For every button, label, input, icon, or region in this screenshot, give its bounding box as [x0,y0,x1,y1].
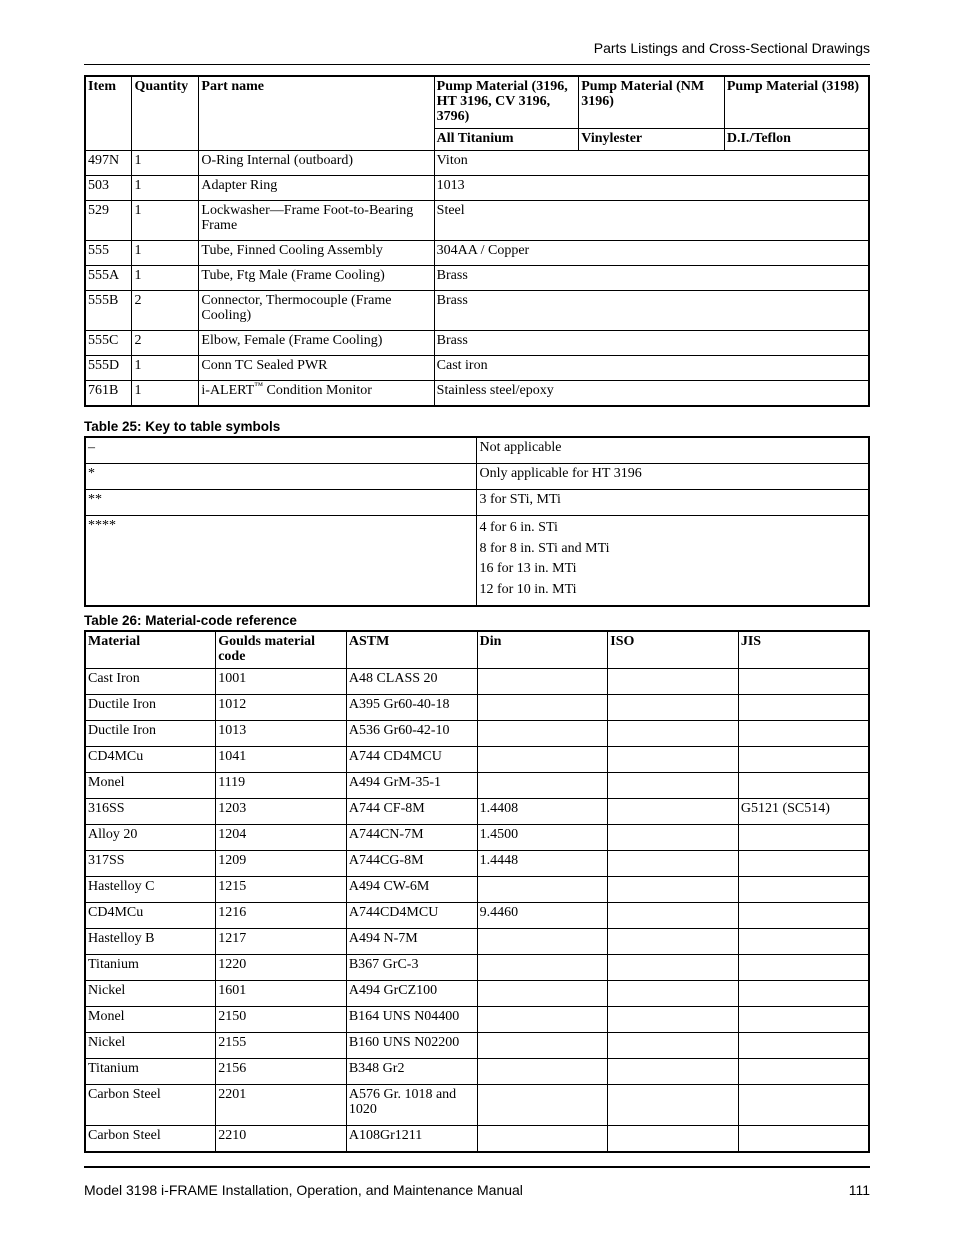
material-cell: Titanium [85,1059,216,1085]
jis-cell [738,721,869,747]
item-cell: 555A [85,266,132,291]
iso-cell [608,851,739,877]
table-row [85,331,869,356]
material-cell: Monel [85,1007,216,1033]
goulds-code-cell: 1204 [216,825,347,851]
goulds-code-cell: 1216 [216,903,347,929]
table-row [85,291,869,331]
goulds-code-cell: 1203 [216,799,347,825]
table-row [85,1085,869,1126]
key-table [84,436,870,607]
page-number: 111 [848,1182,870,1198]
part-name-cell: Connector, Thermocouple (Frame Cooling) [199,291,434,331]
part-name-suffix: Condition Monitor [263,383,372,398]
din-cell [477,1126,608,1153]
table-row [85,437,869,464]
material-cell: Stainless steel/epoxy [434,381,869,407]
material-cell: Carbon Steel [85,1126,216,1153]
goulds-code-cell: 2201 [216,1085,347,1126]
astm-cell: B160 UNS N02200 [346,1033,477,1059]
astm-cell: A744 CD4MCU [346,747,477,773]
header-material: Material [85,631,216,669]
material-cell: Carbon Steel [85,1085,216,1126]
item-cell: 555D [85,356,132,381]
table-row [85,381,869,407]
din-cell [477,721,608,747]
din-cell [477,981,608,1007]
table-25-caption: Table 25: Key to table symbols [84,419,281,434]
item-cell: 555C [85,331,132,356]
material-cell: 1013 [434,176,869,201]
din-cell [477,1007,608,1033]
goulds-code-cell: 2156 [216,1059,347,1085]
jis-cell: G5121 (SC514) [738,799,869,825]
jis-cell [738,669,869,695]
item-cell: 761B [85,381,132,407]
jis-cell [738,1126,869,1153]
quantity-cell: 2 [132,331,199,356]
table-row [85,241,869,266]
table-row [85,695,869,721]
table-row [85,747,869,773]
jis-cell [738,851,869,877]
din-cell [477,747,608,773]
quantity-cell: 1 [132,266,199,291]
table-row [85,903,869,929]
material-cell: Nickel [85,1033,216,1059]
part-name-cell: Adapter Ring [199,176,434,201]
table-row [85,1033,869,1059]
goulds-code-cell: 1220 [216,955,347,981]
material-cell: Cast Iron [85,669,216,695]
jis-cell [738,903,869,929]
din-cell [477,1059,608,1085]
item-cell: 503 [85,176,132,201]
meaning-line: 16 for 13 in. MTi [479,561,577,576]
goulds-code-cell: 2150 [216,1007,347,1033]
header-goulds-code: Goulds material code [216,631,347,669]
part-name-cell: Tube, Finned Cooling Assembly [199,241,434,266]
quantity-cell: 1 [132,356,199,381]
meaning-line: 8 for 8 in. STi and MTi [479,540,610,556]
table-row [85,721,869,747]
meaning-cell: Not applicable [477,437,869,464]
table-row [85,877,869,903]
jis-cell [738,1007,869,1033]
astm-cell: A494 CW-6M [346,877,477,903]
jis-cell [738,955,869,981]
material-cell: 317SS [85,851,216,877]
goulds-code-cell: 1001 [216,669,347,695]
table-row [85,266,869,291]
material-cell: CD4MCu [85,903,216,929]
astm-cell: A48 CLASS 20 [346,669,477,695]
material-cell: Brass [434,331,869,356]
jis-cell [738,773,869,799]
iso-cell [608,955,739,981]
iso-cell [608,981,739,1007]
material-cell: Brass [434,291,869,331]
material-table [84,630,870,1153]
header-pump-material-3198: Pump Material (3198) [724,76,869,129]
header-jis: JIS [738,631,869,669]
material-cell: Nickel [85,981,216,1007]
footer-rule [84,1166,870,1168]
quantity-cell: 1 [132,201,199,241]
subheader-all-titanium: All Titanium [434,129,579,151]
item-cell: 555 [85,241,132,266]
astm-cell: A744 CF-8M [346,799,477,825]
symbol-cell: ** [85,490,477,516]
header-din: Din [477,631,608,669]
goulds-code-cell: 2210 [216,1126,347,1153]
goulds-code-cell: 1209 [216,851,347,877]
table-row [85,851,869,877]
material-cell: Hastelloy B [85,929,216,955]
goulds-code-cell: 1217 [216,929,347,955]
iso-cell [608,747,739,773]
goulds-code-cell: 2155 [216,1033,347,1059]
jis-cell [738,747,869,773]
din-cell [477,955,608,981]
iso-cell [608,1085,739,1126]
table-row [85,799,869,825]
din-cell [477,1085,608,1126]
meaning-cell: Only applicable for HT 3196 [477,464,869,490]
subheader-di-teflon: D.I./Teflon [724,129,869,151]
iso-cell [608,799,739,825]
meaning-line: 12 for 10 in. MTi [479,581,577,597]
part-name-cell: Elbow, Female (Frame Cooling) [199,331,434,356]
material-cell: 304AA / Copper [434,241,869,266]
header-pump-material-3196: Pump Material (3196, HT 3196, CV 3196, 3796) [434,76,579,129]
iso-cell [608,929,739,955]
goulds-code-cell: 1119 [216,773,347,799]
table-row [85,1126,869,1153]
din-cell [477,669,608,695]
din-cell [477,773,608,799]
table-row [85,516,869,607]
astm-cell: A744CD4MCU [346,903,477,929]
meaning-cell [477,516,869,607]
jis-cell [738,695,869,721]
din-cell: 1.4408 [477,799,608,825]
goulds-code-cell: 1041 [216,747,347,773]
material-cell: Hastelloy C [85,877,216,903]
table-row [85,464,869,490]
iso-cell [608,877,739,903]
astm-cell: A576 Gr. 1018 and 1020 [346,1085,477,1126]
din-cell [477,929,608,955]
iso-cell [608,695,739,721]
header-rule [84,64,870,65]
quantity-cell: 1 [132,241,199,266]
jis-cell [738,1059,869,1085]
astm-cell: A494 GrCZ100 [346,981,477,1007]
table-row [85,201,869,241]
din-cell [477,695,608,721]
symbol-cell: – [85,437,477,464]
din-cell: 1.4500 [477,825,608,851]
part-name-prefix: i-ALERT [201,383,255,398]
material-cell: CD4MCu [85,747,216,773]
part-name-cell: O-Ring Internal (outboard) [199,151,434,176]
meaning-cell: 3 for STi, MTi [477,490,869,516]
header-part-name: Part name [199,76,434,151]
material-cell: Ductile Iron [85,721,216,747]
iso-cell [608,1126,739,1153]
goulds-code-cell: 1012 [216,695,347,721]
material-table-body [85,669,869,1153]
running-header: Parts Listings and Cross-Sectional Drawings [593,40,870,56]
subheader-vinylester: Vinylester [579,129,725,151]
part-name-cell: Lockwasher—Frame Foot-to-Bearing Frame [199,201,434,241]
table-row [85,669,869,695]
material-cell: Ductile Iron [85,695,216,721]
table-row [85,773,869,799]
material-cell: 316SS [85,799,216,825]
table-row [85,955,869,981]
item-cell: 555B [85,291,132,331]
din-cell: 9.4460 [477,903,608,929]
footer-manual-title: Model 3198 i-FRAME Installation, Operation, and Maintenance Manual [84,1182,523,1198]
quantity-cell: 2 [132,291,199,331]
astm-cell: B348 Gr2 [346,1059,477,1085]
iso-cell [608,1033,739,1059]
iso-cell [608,669,739,695]
din-cell [477,877,608,903]
table-row [85,490,869,516]
table-row [85,176,869,201]
quantity-cell: 1 [132,151,199,176]
header-iso: ISO [608,631,739,669]
din-cell [477,1033,608,1059]
astm-cell: A494 N-7M [346,929,477,955]
jis-cell [738,929,869,955]
astm-cell: A395 Gr60-40-18 [346,695,477,721]
header-item: Item [85,76,132,151]
iso-cell [608,721,739,747]
meaning-line: 4 for 6 in. STi [479,520,558,535]
header-pump-material-nm3196: Pump Material (NM 3196) [579,76,725,129]
table-row [85,825,869,851]
astm-cell: A536 Gr60-42-10 [346,721,477,747]
part-name-cell: Conn TC Sealed PWR [199,356,434,381]
material-cell: Brass [434,266,869,291]
iso-cell [608,1007,739,1033]
iso-cell [608,773,739,799]
material-cell: Titanium [85,955,216,981]
quantity-cell: 1 [132,381,199,407]
trademark-symbol: ™ [254,380,264,391]
header-astm: ASTM [346,631,477,669]
iso-cell [608,825,739,851]
jis-cell [738,825,869,851]
parts-table [84,75,870,407]
item-cell: 497N [85,151,132,176]
material-cell: Steel [434,201,869,241]
material-cell: Monel [85,773,216,799]
astm-cell: A744CG-8M [346,851,477,877]
astm-cell: B164 UNS N04400 [346,1007,477,1033]
jis-cell [738,1085,869,1126]
iso-cell [608,1059,739,1085]
symbol-cell: * [85,464,477,490]
part-name-cell [199,381,434,407]
jis-cell [738,1033,869,1059]
iso-cell [608,903,739,929]
goulds-code-cell: 1601 [216,981,347,1007]
jis-cell [738,877,869,903]
astm-cell: B367 GrC-3 [346,955,477,981]
header-quantity: Quantity [132,76,199,151]
material-cell: Viton [434,151,869,176]
goulds-code-cell: 1215 [216,877,347,903]
astm-cell: A494 GrM-35-1 [346,773,477,799]
symbol-cell: **** [85,516,477,607]
goulds-code-cell: 1013 [216,721,347,747]
astm-cell: A744CN-7M [346,825,477,851]
table-26-caption: Table 26: Material-code reference [84,613,297,628]
material-cell: Cast iron [434,356,869,381]
item-cell: 529 [85,201,132,241]
material-cell: Alloy 20 [85,825,216,851]
table-row [85,151,869,176]
table-row [85,981,869,1007]
table-row [85,356,869,381]
part-name-cell: Tube, Ftg Male (Frame Cooling) [199,266,434,291]
quantity-cell: 1 [132,176,199,201]
table-row [85,929,869,955]
table-row [85,1007,869,1033]
table-row [85,1059,869,1085]
astm-cell: A108Gr1211 [346,1126,477,1153]
din-cell: 1.4448 [477,851,608,877]
jis-cell [738,981,869,1007]
